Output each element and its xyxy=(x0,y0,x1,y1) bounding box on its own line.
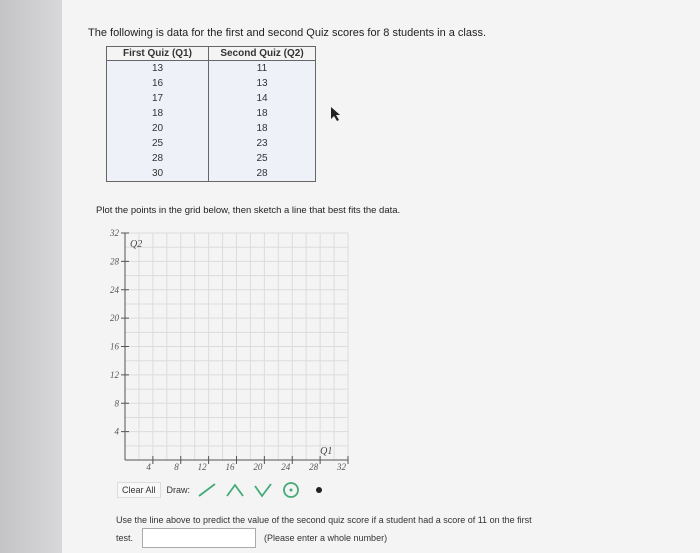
y-tick-label: 20 xyxy=(110,313,119,324)
x-tick-label: 32 xyxy=(337,462,346,472)
y-axis-label: Q2 xyxy=(130,239,143,250)
q2-cell: 28 xyxy=(209,166,316,182)
q1-cell: 30 xyxy=(107,166,209,182)
question-intro: The following is data for the first and second Quiz scores for 8 students in a class. xyxy=(88,27,487,39)
predict-question-line2: test. xyxy=(116,533,134,543)
q2-cell: 14 xyxy=(209,91,316,106)
table-row xyxy=(107,91,316,106)
peak-tool-icon[interactable] xyxy=(224,481,246,499)
circle-tool-icon[interactable] xyxy=(280,481,302,499)
x-axis-label: Q1 xyxy=(320,446,333,457)
point-tool-icon[interactable] xyxy=(308,481,330,499)
plot-instruction: Plot the points in the grid below, then sketch a line that best fits the data. xyxy=(96,205,401,216)
quiz-score-table xyxy=(106,46,316,182)
q2-cell: 11 xyxy=(209,61,316,77)
q1-cell: 16 xyxy=(107,76,209,91)
y-tick-label: 8 xyxy=(114,398,119,409)
x-tick-label: 20 xyxy=(253,462,263,472)
answer-hint: (Please enter a whole number) xyxy=(264,533,388,543)
table-row xyxy=(107,61,316,77)
q1-cell: 20 xyxy=(107,121,209,136)
x-tick-label: 12 xyxy=(197,462,207,472)
q1-cell: 28 xyxy=(107,151,209,166)
q2-cell: 23 xyxy=(209,136,316,151)
q2-cell: 18 xyxy=(209,121,316,136)
table-row xyxy=(107,166,316,182)
draw-toolbar xyxy=(117,480,330,500)
x-tick-label: 24 xyxy=(281,462,291,472)
x-tick-label: 28 xyxy=(309,462,319,472)
y-tick-label: 16 xyxy=(110,341,119,352)
table-row xyxy=(107,136,316,151)
y-tick-label: 4 xyxy=(114,426,119,437)
q1-cell: 13 xyxy=(107,61,209,77)
table-row xyxy=(107,121,316,136)
checkmark-tool-icon[interactable] xyxy=(252,481,274,499)
q1-cell: 17 xyxy=(107,91,209,106)
answer-input[interactable] xyxy=(142,528,256,548)
q2-cell: 13 xyxy=(209,76,316,91)
mouse-cursor-icon xyxy=(330,106,342,122)
draw-label: Draw: xyxy=(166,485,191,495)
q1-cell: 25 xyxy=(107,136,209,151)
x-tick-label: 16 xyxy=(225,462,235,472)
left-margin xyxy=(0,0,62,553)
table-row xyxy=(107,151,316,166)
x-tick-label: 8 xyxy=(174,462,179,472)
plot-grid[interactable] xyxy=(94,222,364,474)
table-header-q1: First Quiz (Q1) xyxy=(107,47,209,61)
y-tick-label: 24 xyxy=(110,284,119,295)
q2-cell: 18 xyxy=(209,106,316,121)
y-tick-label: 28 xyxy=(110,256,119,267)
table-header-q2: Second Quiz (Q2) xyxy=(209,47,316,61)
x-tick-label: 4 xyxy=(146,462,151,472)
clear-all-button[interactable]: Clear All xyxy=(117,482,161,498)
y-tick-label: 32 xyxy=(110,228,119,238)
q2-cell: 25 xyxy=(209,151,316,166)
y-tick-label: 12 xyxy=(110,369,119,380)
q1-cell: 18 xyxy=(107,106,209,121)
table-row xyxy=(107,76,316,91)
line-tool-icon[interactable] xyxy=(196,481,218,499)
table-row xyxy=(107,106,316,121)
predict-question-line1: Use the line above to predict the value of the second quiz score if a student had a score of 11 on the first xyxy=(116,515,532,525)
